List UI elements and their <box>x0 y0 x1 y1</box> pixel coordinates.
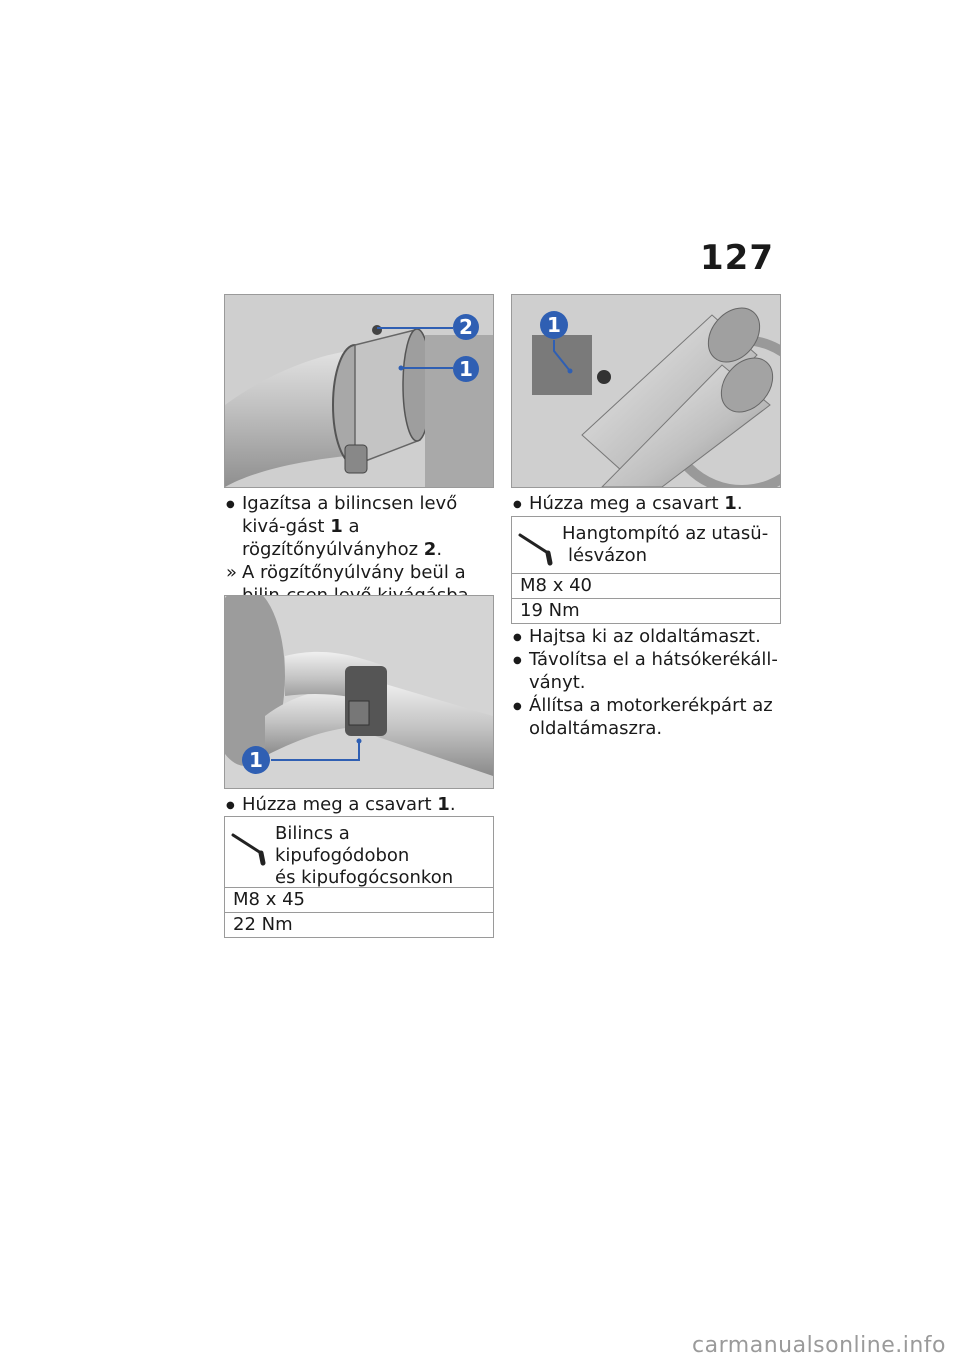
torque-table-silencer <box>511 516 781 624</box>
step-align-clamp <box>224 492 494 561</box>
alignment-steps <box>224 492 494 607</box>
torque-table-clamp <box>224 816 494 938</box>
torque-wrench-icon <box>518 527 558 567</box>
clamp-screw-figure <box>224 595 494 789</box>
result-marker: » <box>226 562 238 583</box>
step-park-on-side-stand <box>511 694 781 740</box>
clamp-alignment-illustration <box>225 295 493 487</box>
silencer-screw-steps <box>511 492 781 515</box>
step-text: Távolítsa el a hátsókerékáll-ványt. <box>529 649 778 693</box>
torque-value: 22 Nm <box>233 914 293 935</box>
ref-2: 2 <box>423 539 437 560</box>
step-tighten-screw <box>224 793 494 816</box>
callout-badge-1 <box>540 311 568 339</box>
stand-steps <box>511 625 781 740</box>
bullet-marker <box>513 492 522 518</box>
callout-badge-1 <box>242 746 270 774</box>
step-side-stand-out <box>511 625 781 648</box>
ref-1: 1 <box>437 794 450 815</box>
clamp-screw-steps <box>224 793 494 816</box>
svg-text:1: 1 <box>547 313 561 337</box>
step-text: . <box>449 794 456 815</box>
silencer-illustration <box>512 295 780 487</box>
ref-1: 1 <box>724 493 737 514</box>
step-text: . <box>736 493 743 514</box>
step-text: Húzza meg a csavart <box>529 493 725 514</box>
step-tighten-screw <box>511 492 781 515</box>
page-number: 127 <box>700 238 774 278</box>
step-text: a rögzítőnyúlványhoz <box>242 516 424 560</box>
svg-text:2: 2 <box>459 315 473 339</box>
torque-location-label: Hangtompító az utasü- lésvázon <box>562 523 769 566</box>
svg-text:1: 1 <box>459 357 473 381</box>
step-text: Állítsa a motorkerékpárt az oldaltámaszra. <box>529 695 773 739</box>
torque-value: 19 Nm <box>520 600 580 621</box>
watermark: carmanualsonline.info <box>692 1333 946 1358</box>
step-text: Igazítsa a bilincsen levő kivá-gást <box>242 493 458 537</box>
torque-table-header <box>512 517 780 574</box>
step-remove-rear-stand <box>511 648 781 694</box>
screw-size: M8 x 45 <box>225 888 493 913</box>
ref-1: 1 <box>330 516 343 537</box>
clamp-alignment-figure <box>224 294 494 488</box>
silencer-figure <box>511 294 781 488</box>
torque-wrench-icon <box>231 827 271 867</box>
callout-badge-1 <box>453 356 479 382</box>
svg-text:1: 1 <box>249 748 263 772</box>
screw-size: M8 x 40 <box>512 574 780 599</box>
clamp-screw-illustration <box>225 596 493 788</box>
step-text: Húzza meg a csavart <box>242 794 438 815</box>
step-text: A rögzítőnyúlvány beül a <box>242 562 466 583</box>
torque-location-label: Bilincs a kipufogódobon és kipufogócsonkon <box>275 823 454 888</box>
bullet-marker <box>513 648 522 674</box>
step-text: . <box>436 539 443 560</box>
bullet-marker <box>513 694 522 720</box>
step-text: Hajtsa ki az oldaltámaszt. <box>529 626 761 647</box>
bullet-marker <box>226 492 235 518</box>
torque-table-header <box>225 817 493 888</box>
callout-badge-2 <box>453 314 479 340</box>
